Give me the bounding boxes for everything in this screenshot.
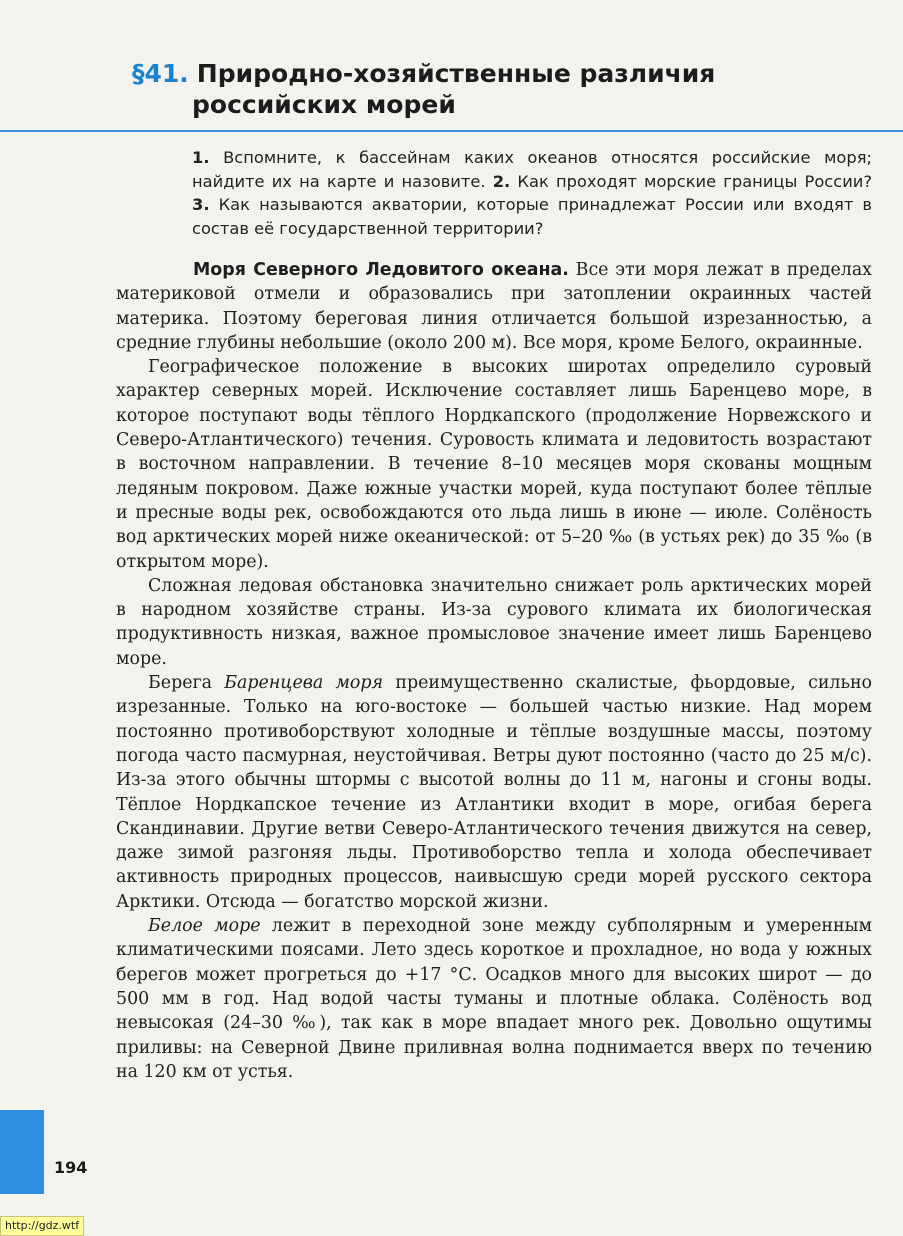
page-number: 194: [54, 1158, 88, 1177]
paragraph-arctic-seas-text: Все эти моря лежат в пределах материковой отмели и образовались при затоплении окраинных частей материка. Поэтому береговая линия отличается большой изрезанностью, а средние глубины небольшие (около 200 м). Все моря, кроме Белого, окраинные.: [116, 260, 872, 353]
paragraph-barents-text: преимущественно скалистые, фьордовые, сильно изрезанные. Только на юго-востоке — большей частью низкие. Над морем постоянно противоборствуют холодные и тёплые воздушные массы, поэтому погода часто пасмурная, неустойчивая. Ветры дуют постоянно (часто до 25 м/с). Из-за этого обычны штормы с высотой волны до 11 м, нагоны и сгоны воды. Тёплое Нордкапское течение из Атлантики входит в море, огибая берега Скандинавии. Другие ветви Северо-Атлантического течения движутся на север, даже зимой разгоняя льды. Противоборство тепла и холода обеспечивает активность природных процессов, наивысшую среди морей русского сектора Арктики. Отсюда — богатство морской жизни.: [116, 673, 873, 912]
section-title-line2: российских морей: [192, 90, 456, 119]
term-barents-sea: Баренцева моря: [224, 673, 384, 694]
review-questions: [192, 146, 872, 240]
paragraph-white-sea-text: лежит в переходной зоне между субполярным и умеренным климатическими поясами. Лето здесь короткое и прохладное, но вода у южных берегов может прогреться до +17 °С. Осадков много для высоких широт — до 500 мм в год. Над водой часты туманы и плотные облака. Солёность вод невысокая (24–30 ‰), так как в море впадает много рек. Довольно ощутимы приливы: на Северной Двине приливная волна поднимается вверх по течению на 120 км от устья.: [116, 916, 872, 1082]
question-2-number: 2.: [492, 171, 511, 191]
watermark-link[interactable]: http://gdz.wtf: [0, 1216, 84, 1236]
paragraph-white-sea: [116, 914, 872, 1084]
term-white-sea: Белое море: [148, 916, 261, 937]
section-heading: [132, 58, 872, 120]
question-3-number: 3.: [192, 195, 210, 215]
paragraph-barents-prefix: Берега: [148, 673, 225, 694]
question-1-number: 1.: [192, 148, 210, 167]
page-margin-bar: [0, 1110, 44, 1194]
paragraph-geography: Географическое положение в высоких широтах определило суровый характер северных морей. Исключение составляет лишь Баренцево море, в которое поступают воды тёплого Нордкапского (продолжение Норвежского и Северо-Атлантического) течения. Суровость климата и ледовитость возрастают в восточном направлении. В течение 8–10 месяцев моря скованы мощным ледяным покровом. Даже южные участки морей, куда поступают более тёплые и пресные воды рек, освобождаются ото льда лишь в июне — июле. Солёность вод арктических морей ниже океанической: от 5–20 ‰ (в устьях рек) до 35 ‰ (в открытом море).: [116, 357, 872, 572]
question-1-text: Вспомните, к бассейнам каких океанов относятся российские моря; найдите их на карте и назовите.: [192, 148, 872, 191]
paragraph-arctic-seas: [116, 258, 872, 355]
question-2-text: Как проходят морские границы России?: [510, 171, 872, 191]
main-text: [116, 258, 872, 1084]
paragraph-barents-sea: [116, 671, 872, 914]
header-divider: [0, 130, 903, 132]
section-number: §41.: [132, 59, 189, 88]
question-3-text: Как называются акватории, которые принадлежат России или входят в состав её государственной территории?: [192, 195, 872, 238]
paragraph-ice-conditions: Сложная ледовая обстановка значительно снижает роль арктических морей в народном хозяйстве страны. Из-за сурового климата их биологическая продуктивность низкая, важное промысловое значение имеет лишь Баренцево море.: [116, 575, 872, 669]
section-title-line1: Природно-хозяйственные различия: [196, 59, 716, 88]
paragraph-lead-heading: Моря Северного Ледовитого океана.: [193, 260, 569, 280]
